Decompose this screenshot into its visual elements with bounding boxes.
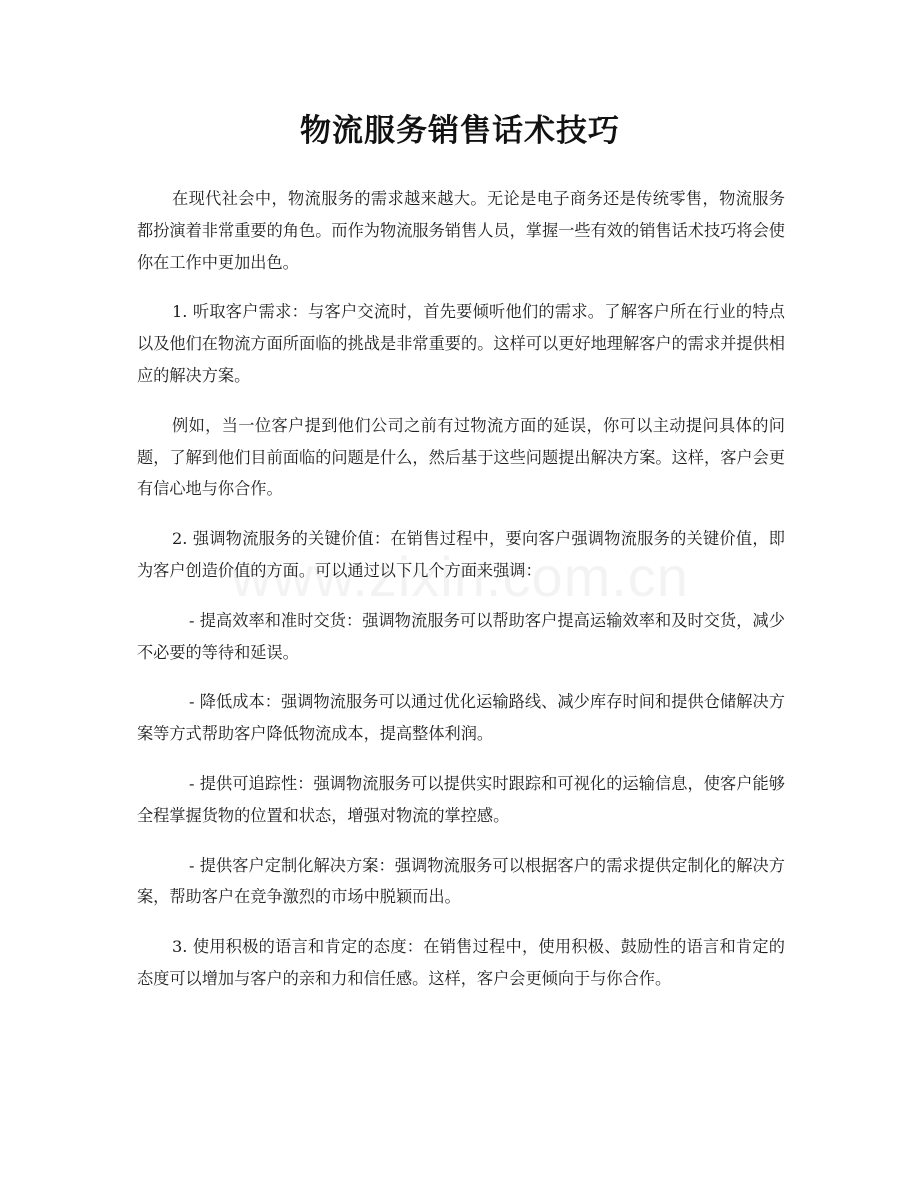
document-body — [137, 183, 785, 1013]
point-3-paragraph: 3. 使用积极的语言和肯定的态度：在销售过程中，使用积极、鼓励性的语言和肯定的态度可以增加与客户的亲和力和信任感。这样，客户会更倾向于与你合作。 — [137, 937, 785, 988]
sub-point-traceability: - 提供可追踪性：强调物流服务可以提供实时跟踪和可视化的运输信息，使客户能够全程掌握货物的位置和状态，增强对物流的掌控感。 — [137, 773, 785, 825]
point-1-paragraph: 1. 听取客户需求：与客户交流时，首先要倾听他们的需求。了解客户所在行业的特点以及他们在物流方面所面临的挑战是非常重要的。这样可以更好地理解客户的需求并提供相应的解决方案。 — [137, 302, 785, 385]
point-2-paragraph: 2. 强调物流服务的关键价值：在销售过程中，要向客户强调物流服务的关键价值，即为客户创造价值的方面。可以通过以下几个方面来强调： — [137, 529, 785, 580]
example-paragraph: 例如，当一位客户提到他们公司之前有过物流方面的延误，你可以主动提问具体的问题，了解到他们目前面临的问题是什么，然后基于这些问题提出解决方案。这样，客户会更有信心地与你合作。 — [137, 415, 785, 499]
intro-paragraph: 在现代社会中，物流服务的需求越来越大。无论是电子商务还是传统零售，物流服务都扮演着非常重要的角色。而作为物流服务销售人员，掌握一些有效的销售话术技巧将会使你在工作中更加出色。 — [137, 189, 785, 272]
page-title: 物流服务销售话术技巧 — [300, 113, 620, 149]
sub-point-customization: - 提供客户定制化解决方案：强调物流服务可以根据客户的需求提供定制化的解决方案，帮助客户在竞争激烈的市场中脱颖而出。 — [137, 855, 785, 907]
sub-point-efficiency: - 提高效率和准时交货：强调物流服务可以帮助客户提高运输效率和及时交货，减少不必要的等待和延误。 — [137, 610, 785, 662]
sub-point-cost: - 降低成本：强调物流服务可以通过优化运输路线、减少库存时间和提供仓储解决方案等方式帮助客户降低物流成本，提高整体利润。 — [137, 692, 785, 744]
